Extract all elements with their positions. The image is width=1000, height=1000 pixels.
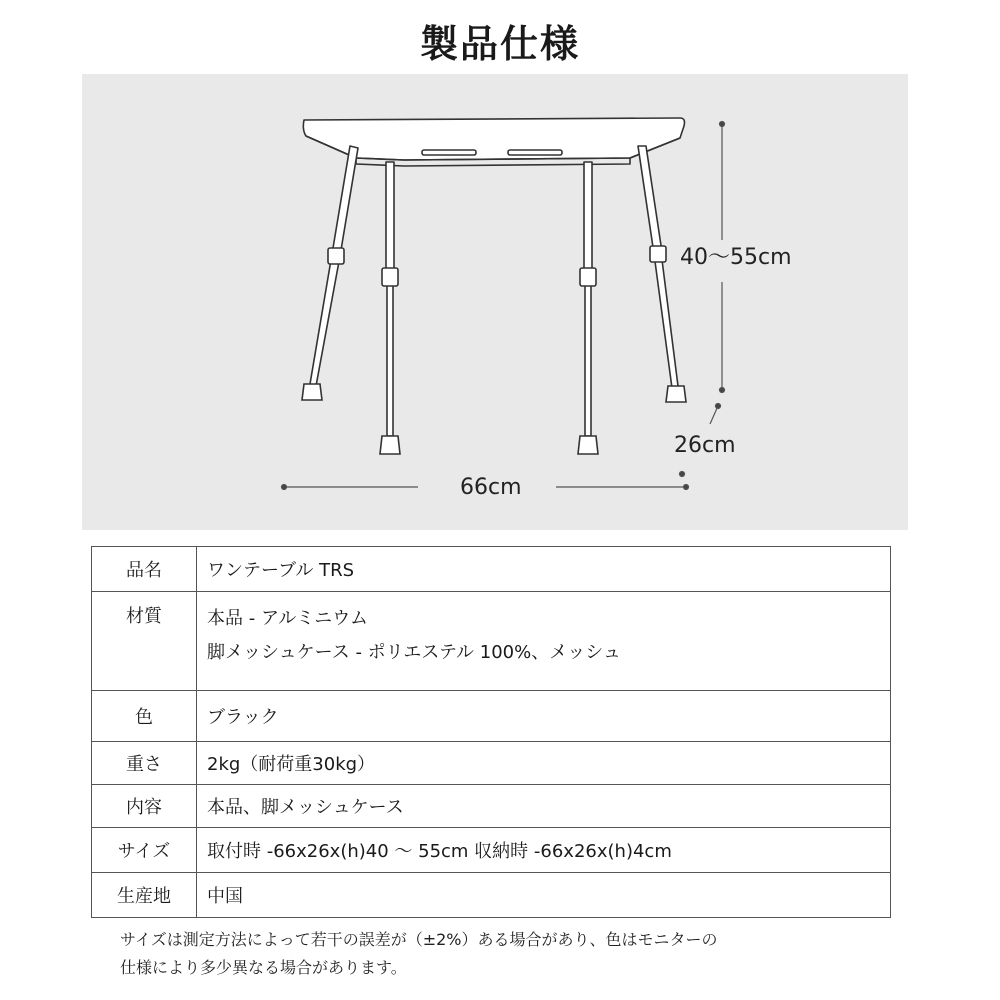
spec-label: 内容 [92, 785, 197, 828]
spec-value [197, 592, 891, 691]
spec-row-contents [92, 785, 891, 828]
height-dimension-label: 40〜55cm [680, 245, 792, 270]
rail-slot-right [508, 150, 562, 155]
product-figure [82, 74, 908, 530]
foot-back-left [302, 384, 322, 400]
leg-back-left [332, 146, 358, 256]
spec-label: サイズ [92, 828, 197, 873]
spec-row-color [92, 691, 891, 742]
leg-back-right [638, 146, 662, 254]
leg-front-right-lower [585, 270, 591, 436]
table-top [303, 118, 684, 160]
spec-table [91, 546, 891, 918]
collar-front-right [580, 268, 596, 286]
spec-row-size [92, 828, 891, 873]
spec-label: 材質 [92, 592, 197, 691]
collar-front-left [382, 268, 398, 286]
spec-value: ワンテーブル TRS [197, 547, 891, 592]
spec-label: 生産地 [92, 873, 197, 918]
material-line-2: 脚メッシュケース - ポリエステル 100%、メッシュ [207, 642, 621, 663]
foot-front-left [380, 436, 400, 454]
spec-label: 品名 [92, 547, 197, 592]
leg-back-right-lower [654, 252, 678, 388]
note-line-2: 仕様により多少異なる場合があります。 [120, 958, 407, 977]
leg-front-right [584, 162, 592, 270]
table-illustration [82, 74, 908, 530]
spec-row-name [92, 547, 891, 592]
leg-back-left-lower [310, 254, 340, 386]
leg-front-left [386, 162, 394, 270]
material-line-1: 本品 - アルミニウム [207, 608, 369, 629]
spec-value: 中国 [197, 873, 891, 918]
spec-value: 2kg（耐荷重30kg） [197, 742, 891, 785]
foot-front-right [578, 436, 598, 454]
spec-row-weight [92, 742, 891, 785]
spec-value: ブラック [197, 691, 891, 742]
page-title: 製品仕様 [419, 22, 580, 66]
depth-dimension-label: 26cm [674, 433, 736, 458]
spec-label: 重さ [92, 742, 197, 785]
spec-value: 取付時 -66x26x(h)40 〜 55cm 収納時 -66x26x(h)4cm [197, 828, 891, 873]
spec-row-origin [92, 873, 891, 918]
collar-back-right [650, 246, 666, 262]
width-dimension-label: 66cm [460, 475, 522, 500]
spec-value: 本品、脚メッシュケース [197, 785, 891, 828]
rail-slot-left [422, 150, 476, 155]
foot-back-right [666, 386, 686, 402]
leg-front-left-lower [387, 270, 393, 436]
collar-back-left [328, 248, 344, 264]
spec-row-material [92, 592, 891, 691]
note-line-1: サイズは測定方法によって若干の誤差が（±2%）ある場合があり、色はモニターの [120, 930, 718, 949]
spec-label: 色 [92, 691, 197, 742]
disclaimer-note [120, 926, 900, 982]
